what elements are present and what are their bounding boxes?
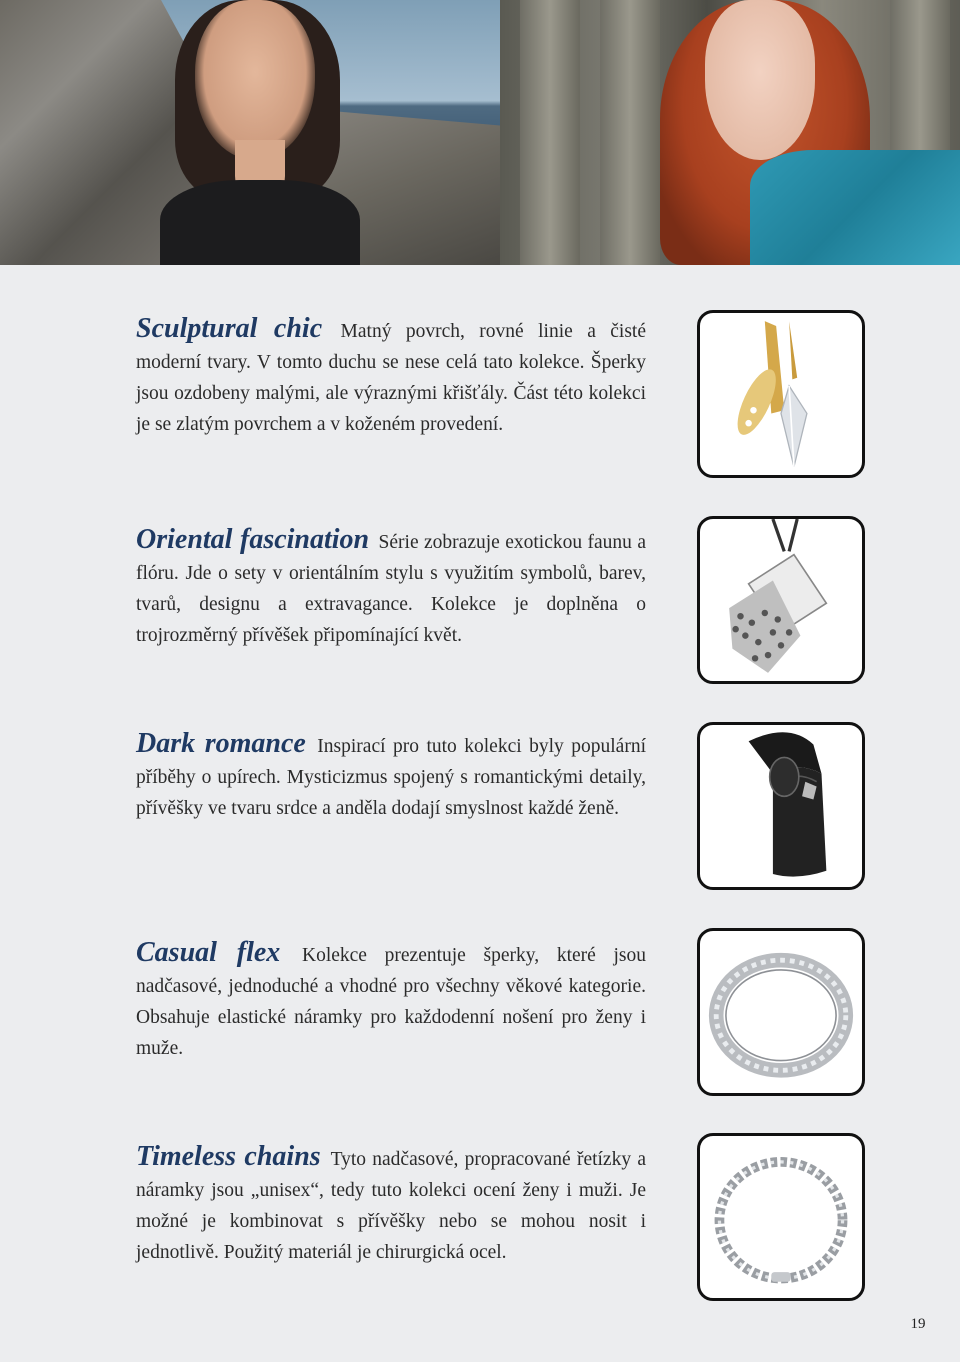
photo-woman-redhair (500, 0, 960, 265)
section-text: Kolekce prezentuje šperky, které jsou nadčasové, jednoduché a vhodné pro všechny věkové kategorie. Obsahuje elastické náramky pro každodenní nošení pro ženy i muže. (136, 945, 646, 1059)
section-title: Timeless chains (136, 1141, 321, 1172)
photo-woman-sea (0, 0, 500, 265)
section-title: Dark romance (136, 728, 306, 759)
product-image-pendant (697, 516, 865, 684)
section-sculptural-chic (136, 313, 646, 440)
section-casual-flex (136, 937, 646, 1064)
product-image-leather-bracelet (697, 722, 865, 890)
section-text: Tyto nadčasové, propracované řetízky a náramky jsou „unisex“, tedy tuto kolekci ocení ženy i muži. Je možné je kombinovat s přívěšky nebo se mohou nosit i jednotlivě. Použitý materiál je chirurgická ocel. (136, 1149, 646, 1263)
section-timeless-chains (136, 1141, 646, 1268)
product-image-flex-bracelet (697, 928, 865, 1096)
page-number: 19 (910, 1316, 926, 1332)
section-oriental-fascination (136, 524, 646, 651)
product-image-earring (697, 310, 865, 478)
section-title: Oriental fascination (136, 524, 370, 555)
section-dark-romance (136, 728, 646, 824)
header-photos (0, 0, 960, 265)
product-image-chain-bracelet (697, 1133, 865, 1301)
section-text: Série zobrazuje exotickou faunu a flóru. Jde o sety v orientálním stylu s využitím symbolů, barev, tvarů, designu a extravagance. Kolekce je doplněna o trojrozměrný přívěšek připomínající květ. (136, 532, 646, 646)
section-text: Inspirací pro tuto kolekci byly populární příběhy o upírech. Mysticizmus spojený s romantickými detaily, přívěšky ve tvaru srdce a anděla dodají smyslnost každé ženě. (136, 736, 646, 819)
section-title: Casual flex (136, 937, 281, 968)
section-title: Sculptural chic (136, 313, 323, 344)
section-text: Matný povrch, rovné linie a čisté moderní tvary. V tomto duchu se nese celá tato kolekce. Šperky jsou ozdobeny malými, ale výraznými křišťály. Část této kolekci je se zlatým povrchem a v koženém provedení. (136, 321, 646, 435)
